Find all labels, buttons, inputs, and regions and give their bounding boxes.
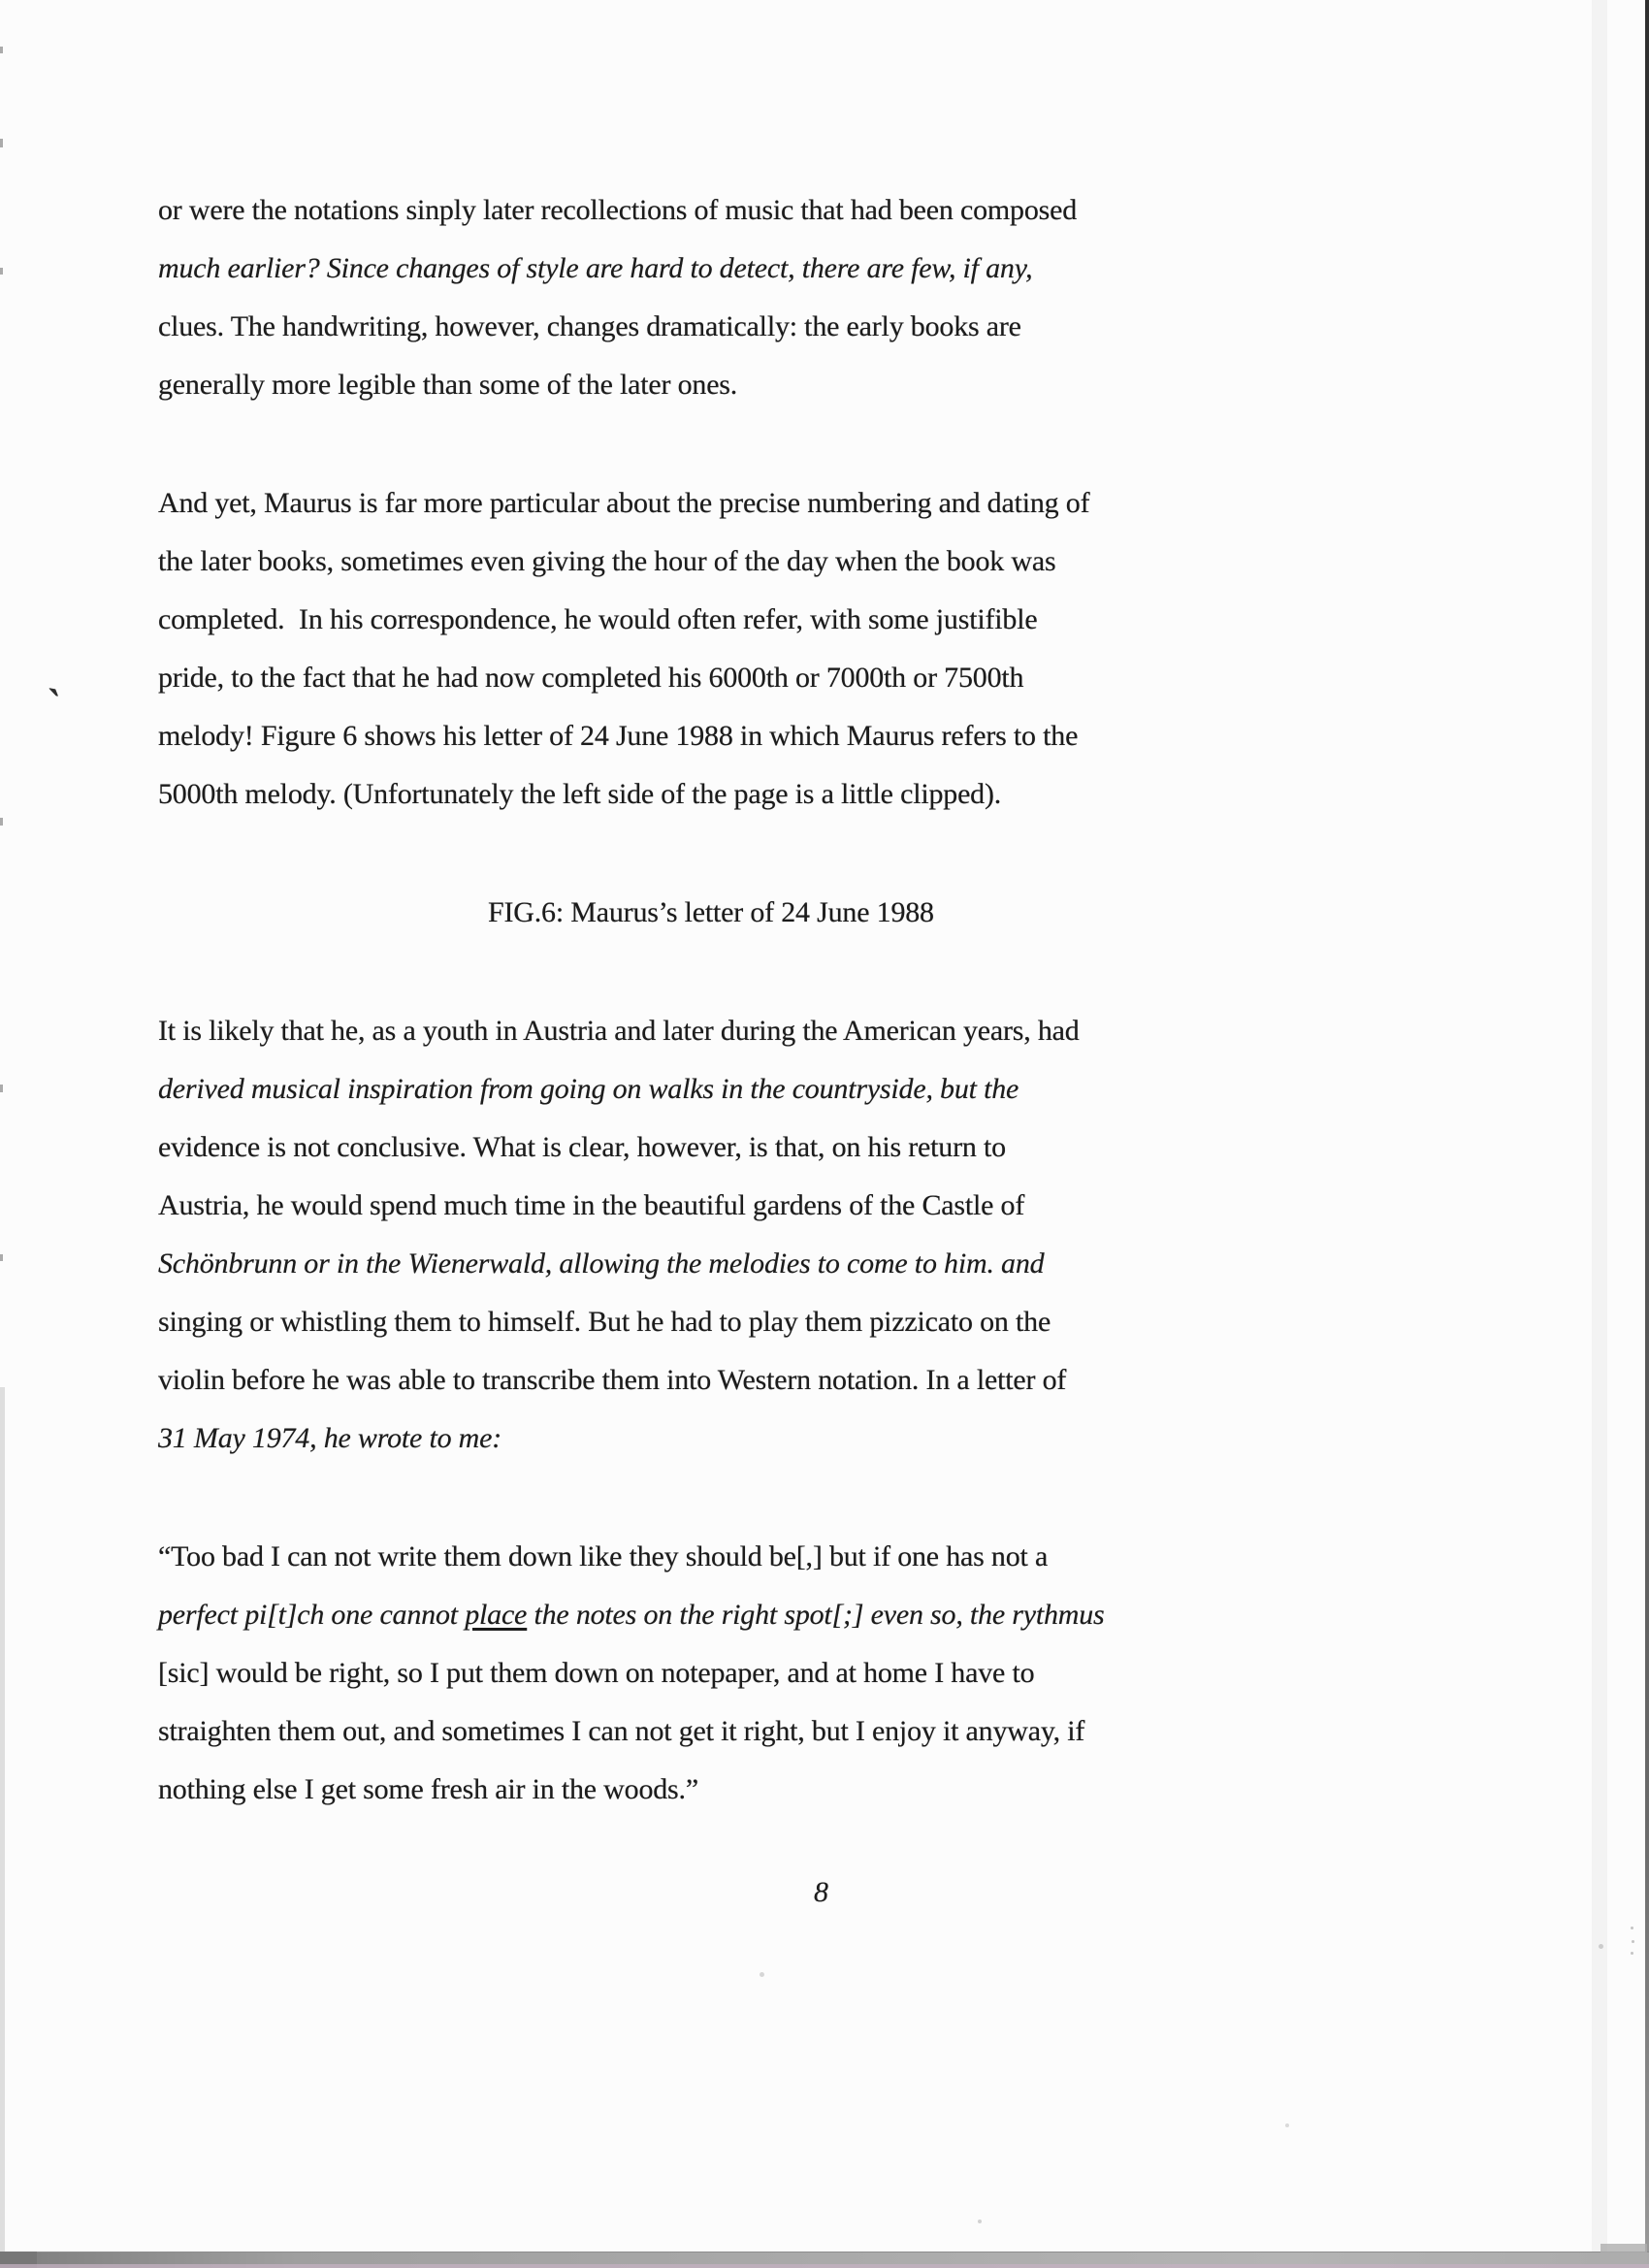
- scan-bottom-band: [0, 2252, 1649, 2268]
- text-segment: pride, to the fact that he had now completed his 6000th or 7000th or 7500th: [158, 662, 1024, 694]
- text-line: [158, 1060, 1105, 1118]
- text-segment: 8: [814, 1876, 828, 1908]
- text-segment: the later books, sometimes even giving the hour of the day when the book was: [158, 545, 1056, 577]
- text-segment: Austria, he would spend much time in the beautiful gardens of the Castle of: [158, 1189, 1025, 1221]
- paragraph-2: [158, 474, 1105, 824]
- scan-speck: [0, 47, 3, 53]
- text-segment: generally more legible than some of the later ones.: [158, 369, 738, 401]
- text-segment: FIG.6: Maurus’s letter of 24 June 1988: [488, 896, 934, 928]
- text-line: [158, 533, 1105, 591]
- text-line: [158, 1235, 1105, 1293]
- text-segment: straighten them out, and sometimes I can not get it right, but I enjoy it anyway, if: [158, 1715, 1085, 1747]
- text-segment: violin before he was able to transcribe them into Western notation. In a letter of: [158, 1364, 1067, 1396]
- scan-speck: [1631, 1952, 1633, 1955]
- scan-speck: [978, 2219, 982, 2223]
- text-line: [158, 1409, 1105, 1468]
- text-line: [158, 591, 1105, 649]
- text-segment: derived musical inspiration from going on walks in the countryside, but the: [158, 1073, 1019, 1105]
- document-text: [158, 181, 1105, 1922]
- figure-caption: [488, 884, 1105, 942]
- text-line: [488, 884, 1105, 942]
- text-segment: clues. The handwriting, however, changes dramatically: the early books are: [158, 310, 1021, 342]
- text-line: [158, 1177, 1105, 1235]
- quote-paragraph: [158, 1528, 1105, 1819]
- scan-band-dark-corner: [0, 2252, 37, 2268]
- text-segment: nothing else I get some fresh air in the woods.”: [158, 1773, 698, 1805]
- text-line: [158, 356, 1105, 414]
- scan-speck: [0, 139, 3, 147]
- text-line: [814, 1863, 1105, 1922]
- text-line: [158, 474, 1105, 533]
- scan-speck: [760, 1972, 764, 1977]
- scan-speck: [1599, 1944, 1603, 1949]
- scan-speck: [0, 1254, 3, 1261]
- scan-speck: [0, 1085, 3, 1092]
- text-segment: [sic] would be right, so I put them down on notepaper, and at home I have to: [158, 1657, 1035, 1689]
- scan-speck: [0, 818, 3, 826]
- text-segment: place: [465, 1599, 528, 1631]
- text-line: [158, 298, 1105, 356]
- text-segment: And yet, Maurus is far more particular about the precise numbering and dating of: [158, 487, 1090, 519]
- text-line: [158, 1702, 1105, 1761]
- paragraph-1: [158, 181, 1105, 414]
- text-segment: singing or whistling them to himself. But he had to play them pizzicato on the: [158, 1306, 1051, 1338]
- text-segment: evidence is not conclusive. What is clear, however, is that, on his return to: [158, 1131, 1006, 1163]
- scan-speck: [1285, 2123, 1289, 2127]
- text-line: [158, 1586, 1105, 1644]
- text-line: [158, 1118, 1105, 1177]
- paragraph-3: [158, 1002, 1105, 1468]
- text-line: [158, 1528, 1105, 1586]
- text-segment: the notes on the right spot[;] even so, the rythmus: [527, 1599, 1105, 1631]
- text-line: [158, 649, 1105, 707]
- page-number: [814, 1863, 1105, 1922]
- text-segment: melody! Figure 6 shows his letter of 24 June 1988 in which Maurus refers to the: [158, 720, 1079, 752]
- scan-band-smudge: [1600, 2244, 1647, 2268]
- text-segment: perfect pi[t]ch one cannot: [158, 1599, 466, 1631]
- text-segment: 31 May 1974, he wrote to me:: [158, 1422, 502, 1454]
- text-line: [158, 765, 1105, 824]
- scan-faint-streak: [1592, 0, 1607, 2268]
- text-line: [158, 1002, 1105, 1060]
- stray-pen-mark: `: [40, 679, 64, 730]
- scan-speck: [1631, 1927, 1633, 1929]
- scan-right-edge-line: [1645, 0, 1649, 2268]
- scan-speck: [1632, 1940, 1634, 1943]
- text-line: [158, 181, 1105, 240]
- text-line: [158, 1761, 1105, 1819]
- text-line: [158, 707, 1105, 765]
- text-segment: much earlier? Since changes of style are hard to detect, there are few, if any,: [158, 252, 1033, 284]
- text-segment: Schönbrunn or in the Wienerwald, allowing the melodies to come to him. and: [158, 1247, 1045, 1280]
- text-segment: or were the notations sinply later recollections of music that had been composed: [158, 194, 1078, 226]
- text-line: [158, 1351, 1105, 1409]
- text-segment: completed. In his correspondence, he would often refer, with some justifible: [158, 603, 1038, 635]
- text-segment: “Too bad I can not write them down like they should be[,] but if one has not a: [158, 1540, 1049, 1572]
- scan-speck: [0, 268, 3, 275]
- scan-left-edge-shadow: [0, 1387, 5, 2252]
- text-line: [158, 1293, 1105, 1351]
- text-segment: It is likely that he, as a youth in Austria and later during the American years, had: [158, 1015, 1080, 1047]
- text-line: [158, 240, 1105, 298]
- text-line: [158, 1644, 1105, 1702]
- text-segment: 5000th melody. (Unfortunately the left side of the page is a little clipped).: [158, 778, 1002, 810]
